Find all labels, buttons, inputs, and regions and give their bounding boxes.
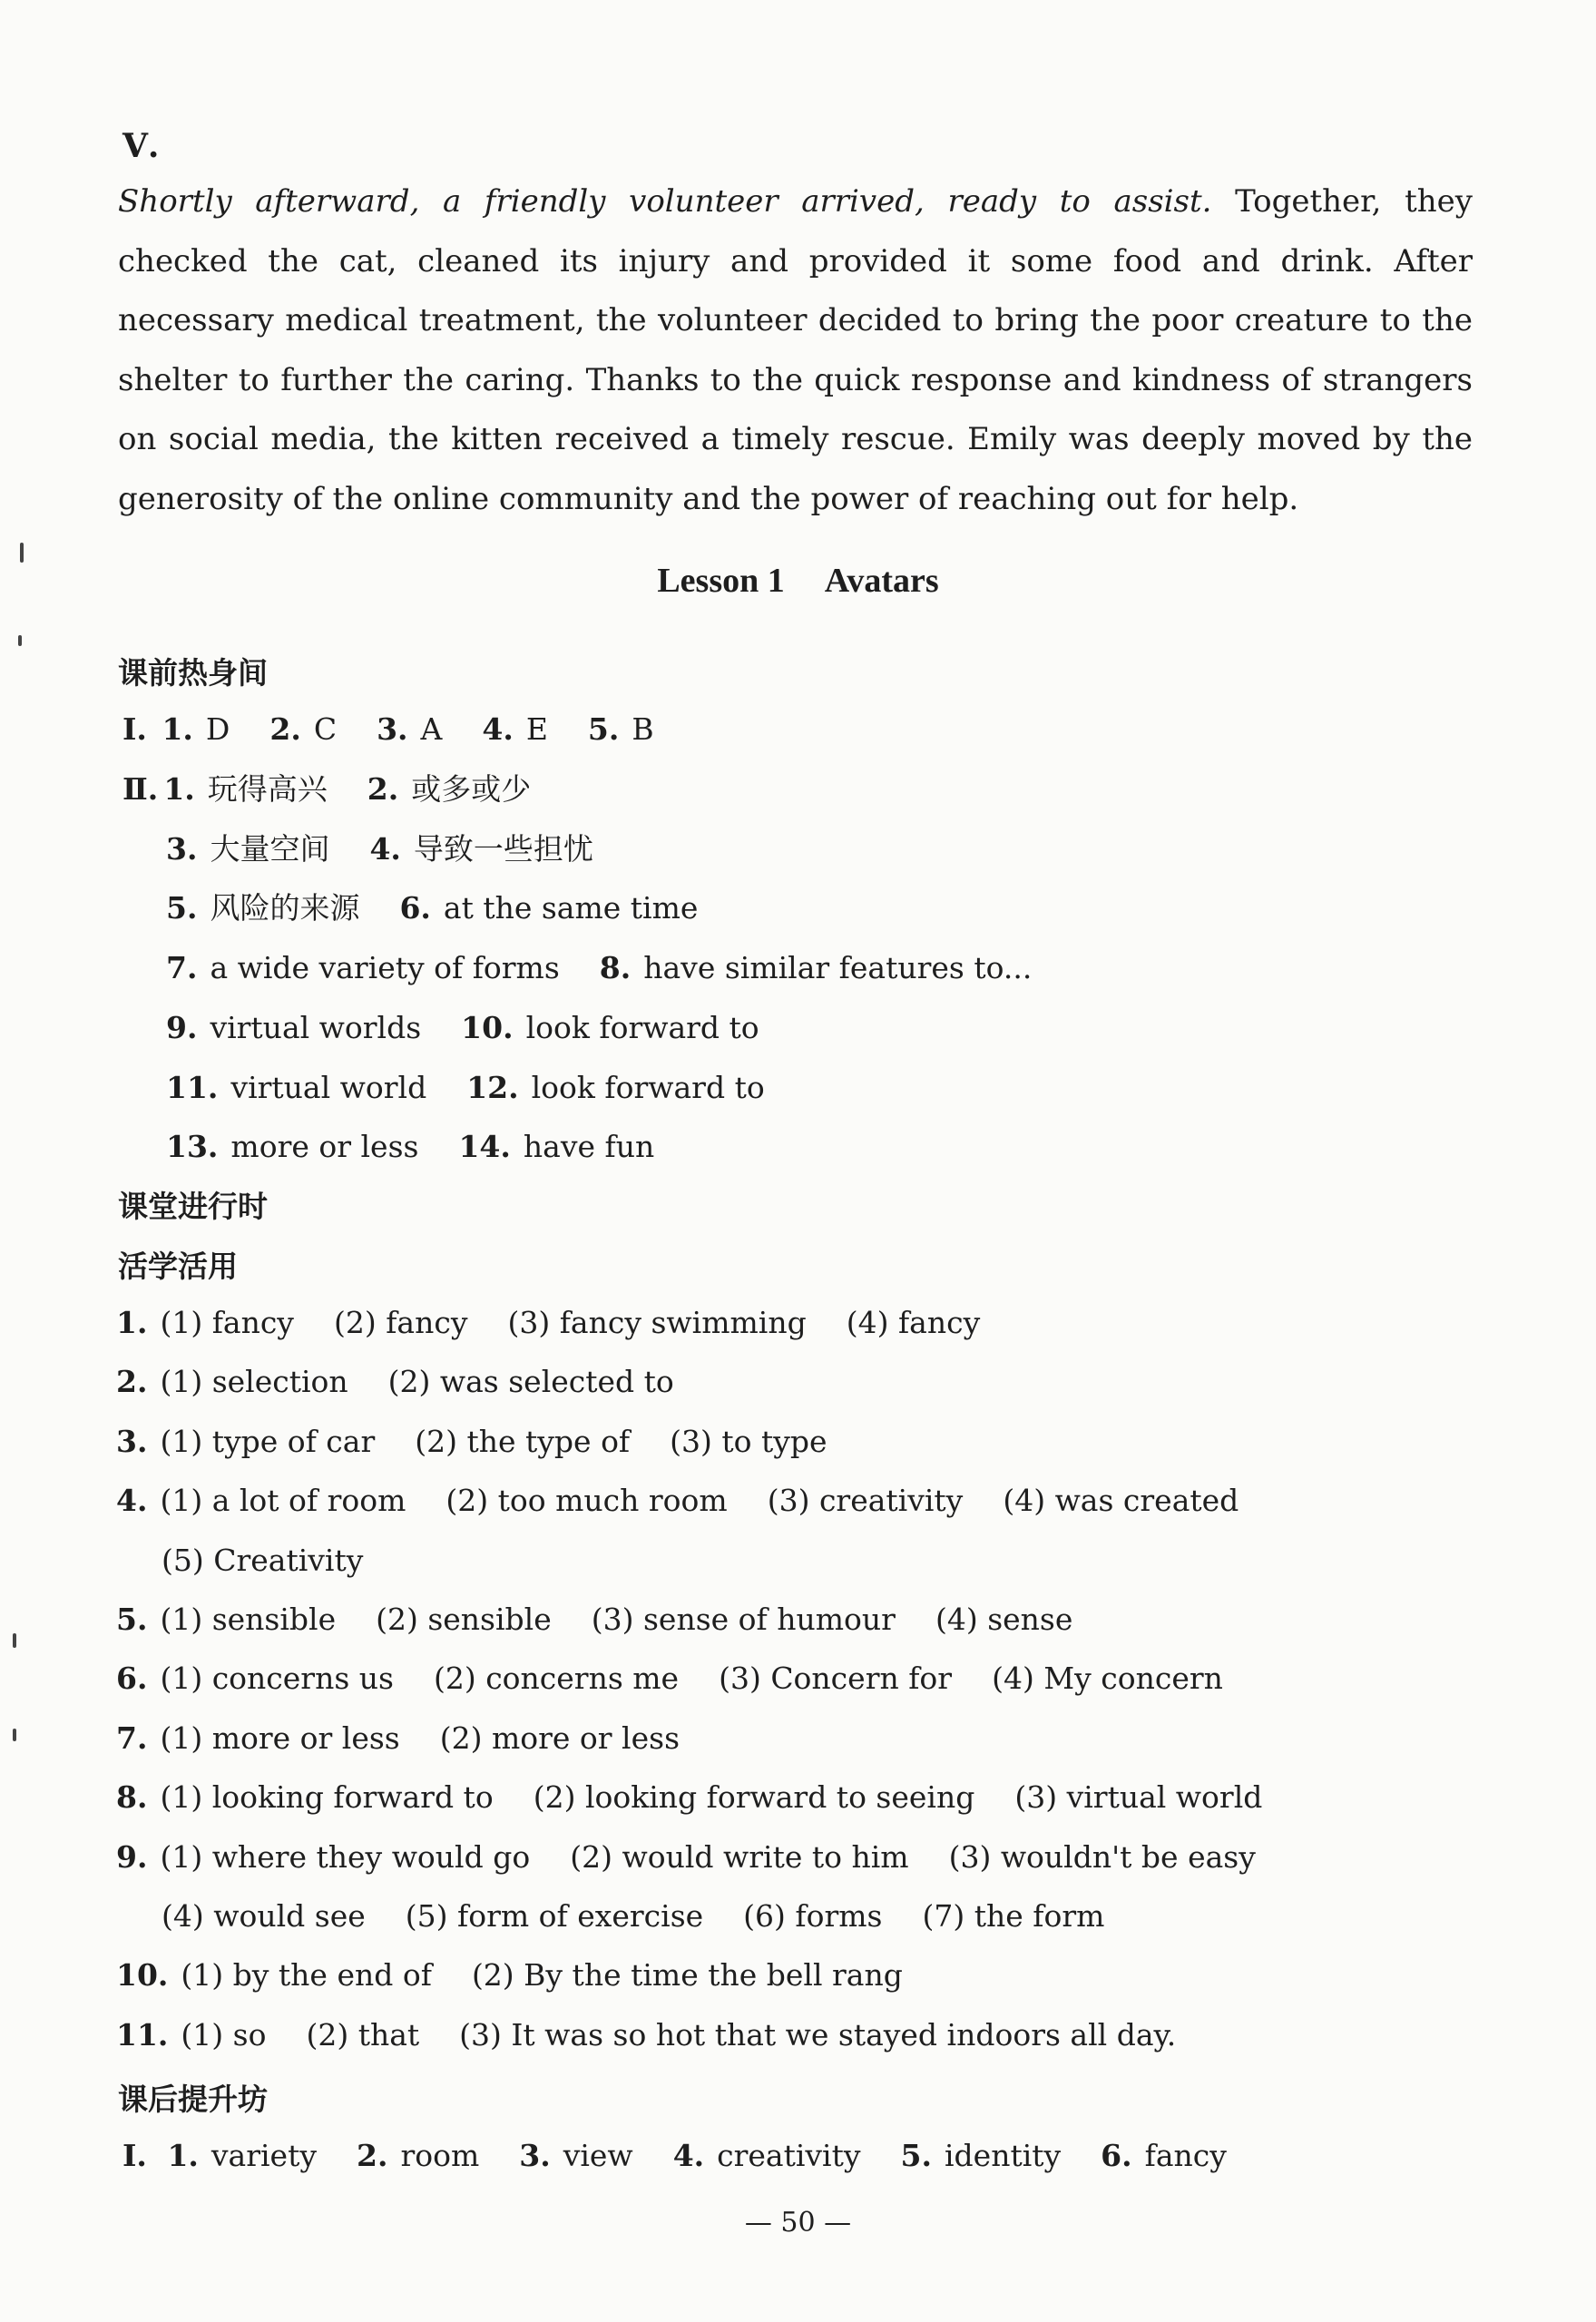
after-item bbox=[901, 2138, 1062, 2173]
practice-row bbox=[116, 1483, 1278, 1519]
item-answer: D bbox=[205, 711, 230, 747]
practice-part: (7) the form bbox=[922, 1898, 1105, 1934]
part2-item bbox=[369, 831, 592, 867]
practice-row bbox=[116, 1957, 943, 1994]
practice-part: (1) a lot of room bbox=[160, 1483, 406, 1519]
item-number: 7. bbox=[166, 950, 198, 986]
item-number: 5. bbox=[900, 2138, 932, 2173]
practice-row bbox=[116, 2017, 1216, 2053]
practice-part: (4) My concern bbox=[992, 1661, 1223, 1697]
lesson-label: Lesson 1 bbox=[657, 562, 785, 600]
item-answer: 大量空间 bbox=[210, 830, 330, 867]
part2-item bbox=[166, 1129, 418, 1164]
item-answer: 风险的来源 bbox=[210, 890, 360, 926]
story-paragraph bbox=[118, 172, 1473, 529]
practice-row bbox=[162, 1898, 1144, 1935]
practice-part: (1) sensible bbox=[160, 1602, 337, 1637]
practice-part: (1) more or less bbox=[160, 1719, 400, 1756]
paragraph-rest: Together, they checked the cat, cleaned its injury and provided it some food and drink. After necessary medical treatment, the volunteer decided to bring the poor creature to the shelter to further the caring. Thanks to the quick response and kindness of strangers on social media, the kitten received a timely rescue. Emily was deeply moved by the generosity of the online community and the power of reaching out for help. bbox=[118, 183, 1473, 517]
part2-item bbox=[166, 890, 359, 926]
item-answer: have similar features to... bbox=[643, 950, 1033, 986]
scan-mark bbox=[20, 543, 24, 563]
practice-row bbox=[116, 1839, 1296, 1876]
practice-part: (3) creativity bbox=[767, 1483, 964, 1519]
section-warmup: 课前热身间 bbox=[118, 655, 268, 691]
item-number: 4. bbox=[482, 711, 514, 747]
item-number: 6. bbox=[399, 890, 431, 926]
item-number: 4. bbox=[672, 2138, 705, 2173]
practice-row bbox=[116, 1305, 1020, 1341]
item-number: 9. bbox=[166, 1009, 198, 1045]
item-number: 3. bbox=[519, 2138, 551, 2173]
item-number: 2. bbox=[269, 711, 301, 747]
after-item bbox=[519, 2138, 632, 2173]
practice-row bbox=[162, 1543, 403, 1579]
part2-item bbox=[461, 1010, 759, 1045]
part2-item bbox=[367, 771, 531, 807]
item-answer: A bbox=[420, 711, 443, 747]
practice-part: (4) would see bbox=[162, 1898, 366, 1934]
item-number: 10. bbox=[461, 1009, 514, 1045]
after-answers bbox=[122, 2138, 1267, 2174]
part1-item bbox=[269, 711, 337, 747]
item-answer: variety bbox=[211, 2138, 317, 2173]
scan-mark bbox=[18, 635, 22, 646]
part1-item bbox=[162, 711, 230, 747]
italic-lead: Shortly afterward, a friendly volunteer arrived, ready to assist. bbox=[118, 183, 1212, 220]
part2-row bbox=[166, 1129, 694, 1165]
part1-roman: Ⅰ. bbox=[122, 711, 147, 747]
practice-part: (2) too much room bbox=[446, 1483, 728, 1519]
item-number: 13. bbox=[166, 1129, 219, 1165]
practice-part: (4) fancy bbox=[846, 1305, 981, 1340]
item-answer: virtual worlds bbox=[210, 1009, 422, 1045]
practice-part: (1) so bbox=[181, 2016, 267, 2053]
practice-part: (1) type of car bbox=[160, 1423, 376, 1459]
practice-number: 8. bbox=[116, 1779, 148, 1816]
after-item bbox=[167, 2138, 317, 2173]
item-answer: look forward to bbox=[531, 1069, 765, 1105]
practice-part: (2) concerns me bbox=[433, 1661, 680, 1697]
practice-number: 9. bbox=[116, 1838, 148, 1875]
practice-row bbox=[116, 1661, 1263, 1697]
item-answer: at the same time bbox=[443, 890, 699, 926]
practice-number: 11. bbox=[116, 2016, 169, 2053]
practice-number: 10. bbox=[116, 1957, 169, 1994]
item-answer: view bbox=[563, 2138, 633, 2173]
practice-part: (2) would write to him bbox=[570, 1838, 909, 1875]
section-heading-v: Ⅴ. bbox=[122, 127, 160, 165]
practice-part: (2) more or less bbox=[439, 1719, 681, 1756]
item-answer: virtual world bbox=[230, 1069, 427, 1105]
practice-part: (2) that bbox=[306, 2016, 420, 2053]
practice-row bbox=[116, 1779, 1302, 1816]
part2-item bbox=[166, 950, 560, 985]
item-number: 12. bbox=[466, 1069, 519, 1105]
practice-part: (1) looking forward to bbox=[160, 1779, 494, 1816]
practice-part: (2) sensible bbox=[376, 1602, 552, 1637]
item-answer: E bbox=[525, 711, 548, 747]
practice-number: 7. bbox=[116, 1719, 148, 1756]
practice-part: (3) virtual world bbox=[1014, 1779, 1263, 1816]
item-number: 11. bbox=[166, 1069, 219, 1105]
practice-part: (3) to type bbox=[670, 1423, 827, 1459]
item-number: 8. bbox=[599, 950, 632, 986]
item-number: 2. bbox=[367, 771, 399, 807]
item-answer: fancy bbox=[1144, 2138, 1227, 2173]
lesson-title bbox=[0, 561, 1596, 601]
item-number: 1. bbox=[163, 771, 195, 807]
part2-row bbox=[166, 1070, 805, 1106]
item-number: 1. bbox=[167, 2138, 199, 2173]
item-number: 6. bbox=[1101, 2138, 1132, 2173]
part2-item bbox=[163, 771, 327, 807]
item-answer: have fun bbox=[523, 1129, 655, 1165]
item-answer: 玩得高兴 bbox=[207, 771, 328, 807]
item-number: 5. bbox=[166, 890, 198, 926]
practice-part: (4) was created bbox=[1003, 1483, 1239, 1519]
part1-answers bbox=[122, 711, 694, 748]
scan-mark bbox=[13, 1729, 16, 1741]
part2-roman: Ⅱ. bbox=[122, 771, 159, 807]
after-item bbox=[673, 2138, 861, 2173]
practice-number: 3. bbox=[116, 1423, 148, 1459]
item-answer: a wide variety of forms bbox=[210, 950, 560, 986]
practice-number: 1. bbox=[116, 1305, 148, 1340]
practice-row bbox=[116, 1602, 1112, 1638]
part2-item bbox=[166, 1010, 421, 1045]
practice-part: (1) selection bbox=[160, 1364, 348, 1400]
practice-part: (4) sense bbox=[935, 1602, 1073, 1637]
lesson-name: Avatars bbox=[824, 562, 939, 600]
practice-part: (5) Creativity bbox=[162, 1542, 364, 1578]
practice-part: (1) by the end of bbox=[181, 1957, 432, 1994]
part2-row bbox=[166, 950, 1072, 986]
practice-part: (3) fancy swimming bbox=[507, 1305, 807, 1340]
item-answer: 或多或少 bbox=[411, 771, 532, 807]
practice-number: 6. bbox=[116, 1661, 148, 1697]
item-answer: identity bbox=[944, 2138, 1062, 2173]
part2-item bbox=[166, 831, 329, 867]
part2-row bbox=[122, 771, 571, 808]
section-practice: 活学活用 bbox=[118, 1249, 238, 1284]
practice-part: (2) looking forward to seeing bbox=[533, 1779, 975, 1816]
practice-part: (2) fancy bbox=[333, 1305, 468, 1340]
practice-part: (2) was selected to bbox=[387, 1364, 674, 1400]
item-answer: creativity bbox=[717, 2138, 861, 2173]
practice-part: (3) Concern for bbox=[719, 1661, 953, 1697]
item-answer: more or less bbox=[230, 1129, 419, 1165]
practice-part: (1) where they would go bbox=[160, 1838, 531, 1875]
part1-item bbox=[482, 711, 548, 747]
practice-number: 2. bbox=[116, 1364, 148, 1400]
item-answer: room bbox=[400, 2138, 480, 2173]
part2-item bbox=[466, 1070, 765, 1105]
part2-item bbox=[399, 890, 698, 926]
scan-mark bbox=[13, 1633, 16, 1648]
practice-part: (2) By the time the bell rang bbox=[471, 1957, 903, 1994]
item-number: 1. bbox=[162, 711, 193, 747]
item-answer: C bbox=[313, 711, 338, 747]
part2-row bbox=[166, 890, 738, 926]
part2-row bbox=[166, 831, 633, 867]
part2-row bbox=[166, 1010, 799, 1046]
section-after: 课后提升坊 bbox=[118, 2082, 268, 2117]
part2-item bbox=[166, 1070, 426, 1105]
item-answer: look forward to bbox=[525, 1009, 759, 1045]
part1-item bbox=[588, 711, 654, 747]
after-item bbox=[357, 2138, 479, 2173]
page-number: — 50 — bbox=[744, 2207, 852, 2239]
item-answer: B bbox=[632, 711, 654, 747]
practice-row bbox=[116, 1364, 714, 1400]
part2-item bbox=[458, 1129, 654, 1164]
item-number: 14. bbox=[458, 1129, 511, 1165]
practice-row bbox=[116, 1720, 720, 1757]
item-number: 3. bbox=[166, 830, 198, 867]
practice-part: (1) concerns us bbox=[160, 1661, 394, 1697]
practice-part: (5) form of exercise bbox=[405, 1898, 704, 1934]
after-item bbox=[1101, 2138, 1227, 2173]
practice-number: 5. bbox=[116, 1602, 148, 1637]
part2-item bbox=[600, 950, 1033, 985]
practice-part: (2) the type of bbox=[415, 1423, 631, 1459]
item-answer: 导致一些担忧 bbox=[413, 830, 593, 867]
practice-row bbox=[116, 1424, 867, 1460]
item-number: 2. bbox=[356, 2138, 388, 2173]
item-number: 4. bbox=[369, 830, 401, 867]
after-roman: Ⅰ. bbox=[122, 2138, 147, 2173]
item-number: 5. bbox=[587, 711, 620, 747]
section-classroom: 课堂进行时 bbox=[118, 1189, 268, 1224]
practice-number: 4. bbox=[116, 1483, 148, 1519]
practice-part: (3) It was so hot that we stayed indoors all day. bbox=[459, 2016, 1177, 2053]
practice-part: (3) wouldn't be easy bbox=[948, 1838, 1256, 1875]
item-number: 3. bbox=[377, 711, 408, 747]
practice-part: (3) sense of humour bbox=[591, 1602, 896, 1637]
part1-item bbox=[377, 711, 442, 747]
practice-part: (1) fancy bbox=[160, 1305, 294, 1340]
practice-part: (6) forms bbox=[743, 1898, 883, 1934]
